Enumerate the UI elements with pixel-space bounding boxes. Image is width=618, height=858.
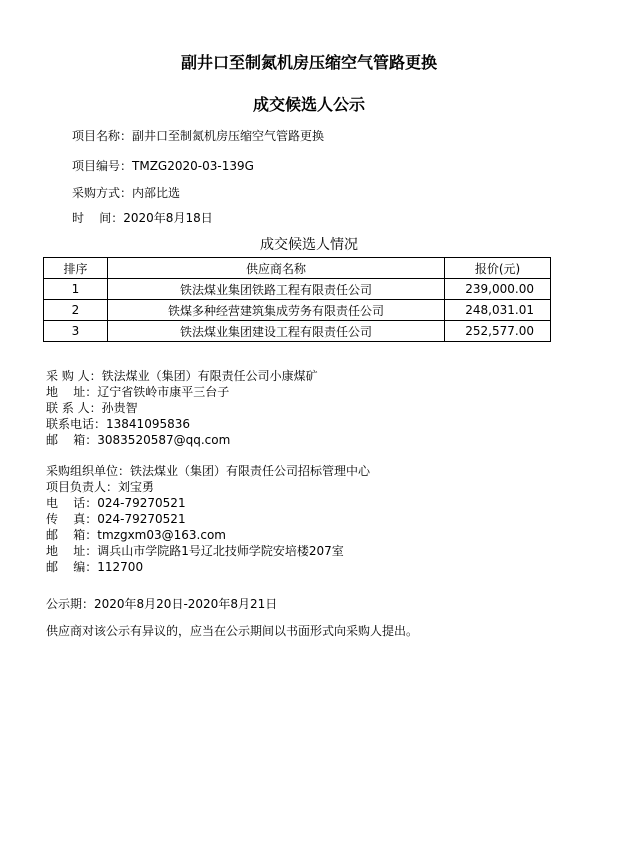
agency-fax-label: 传 真： bbox=[46, 512, 98, 526]
header-rank: 排序 bbox=[44, 258, 108, 279]
purchase-method-label: 采购方式： bbox=[72, 186, 133, 200]
agency-address-row bbox=[46, 543, 370, 559]
document-title: 副井口至制氮机房压缩空气管路更换 bbox=[180, 53, 437, 72]
project-code-value: TMZG2020-03-139G bbox=[132, 159, 254, 173]
publish-time bbox=[72, 209, 213, 226]
objection-note: 供应商对该公示有异议的，应当在公示期间以书面形式向采购人提出。 bbox=[46, 624, 419, 638]
purchaser-contact-row bbox=[46, 400, 318, 416]
agency-info bbox=[46, 463, 370, 575]
publish-time-value: 2020年8月18日 bbox=[123, 211, 213, 225]
agency-postcode-row bbox=[46, 559, 370, 575]
agency-postcode-value: 112700 bbox=[97, 560, 144, 574]
row-rank: 1 bbox=[44, 279, 108, 300]
agency-label: 采购组织单位： bbox=[46, 464, 131, 478]
purchaser-phone-row bbox=[46, 416, 318, 432]
purchaser-phone-label: 联系电话： bbox=[46, 417, 107, 431]
project-name-value: 副井口至制氮机房压缩空气管路更换 bbox=[132, 129, 325, 143]
header-price: 报价(元) bbox=[445, 258, 551, 279]
agency-fax-value: 024-79270521 bbox=[97, 512, 186, 526]
table-header-row bbox=[44, 258, 551, 279]
row-price: 248,031.01 bbox=[445, 300, 551, 321]
purchaser-address-value: 辽宁省铁岭市康平三台子 bbox=[97, 385, 230, 399]
header-supplier: 供应商名称 bbox=[108, 258, 445, 279]
agency-phone-row bbox=[46, 495, 370, 511]
purchaser-phone-value: 13841095836 bbox=[106, 417, 190, 431]
row-price: 239,000.00 bbox=[445, 279, 551, 300]
agency-manager-value: 刘宝勇 bbox=[118, 480, 155, 494]
purchaser-email-row bbox=[46, 432, 318, 448]
table-title: 成交候选人情况 bbox=[260, 237, 358, 253]
table-row bbox=[44, 321, 551, 342]
agency-value: 铁法煤业（集团）有限责任公司招标管理中心 bbox=[130, 464, 371, 478]
agency-email-label: 邮 箱： bbox=[46, 528, 98, 542]
purchaser-contact-label: 联 系 人： bbox=[46, 401, 102, 415]
purchaser-contact-value: 孙贵智 bbox=[101, 401, 138, 415]
purchaser-label: 采 购 人： bbox=[46, 369, 102, 383]
agency-email-value: tmzgxm03@163.com bbox=[97, 528, 226, 542]
agency-manager-label: 项目负责人： bbox=[46, 480, 119, 494]
purchaser-value: 铁法煤业（集团）有限责任公司小康煤矿 bbox=[101, 369, 318, 383]
project-name bbox=[72, 127, 324, 144]
purchaser-row bbox=[46, 368, 318, 384]
agency-fax-row bbox=[46, 511, 370, 527]
candidate-table bbox=[43, 257, 551, 342]
agency-manager-row bbox=[46, 479, 370, 495]
agency-address-value: 调兵山市学院路1号辽北技师学院安培楼207室 bbox=[97, 544, 344, 558]
purchase-method bbox=[72, 184, 180, 201]
publish-time-label: 时 间： bbox=[72, 211, 124, 225]
agency-postcode-label: 邮 编： bbox=[46, 560, 98, 574]
row-price: 252,577.00 bbox=[445, 321, 551, 342]
project-code bbox=[72, 157, 254, 174]
purchase-method-value: 内部比选 bbox=[132, 186, 181, 200]
row-rank: 2 bbox=[44, 300, 108, 321]
row-rank: 3 bbox=[44, 321, 108, 342]
agency-phone-label: 电 话： bbox=[46, 496, 98, 510]
project-code-label: 项目编号： bbox=[72, 159, 133, 173]
document-subtitle: 成交候选人公示 bbox=[252, 95, 365, 114]
row-supplier: 铁煤多种经营建筑集成劳务有限责任公司 bbox=[108, 300, 445, 321]
project-name-label: 项目名称： bbox=[72, 129, 133, 143]
agency-email-row bbox=[46, 527, 370, 543]
purchaser-address-label: 地 址： bbox=[46, 385, 98, 399]
purchaser-address-row bbox=[46, 384, 318, 400]
purchaser-email-value: 3083520587@qq.com bbox=[97, 433, 231, 447]
purchaser-email-label: 邮 箱： bbox=[46, 433, 98, 447]
purchaser-info bbox=[46, 368, 318, 448]
agency-row bbox=[46, 463, 370, 479]
row-supplier: 铁法煤业集团铁路工程有限责任公司 bbox=[108, 279, 445, 300]
table-row bbox=[44, 300, 551, 321]
agency-phone-value: 024-79270521 bbox=[97, 496, 186, 510]
table-row bbox=[44, 279, 551, 300]
agency-address-label: 地 址： bbox=[46, 544, 98, 558]
notice-period: 公示期：2020年8月20日-2020年8月21日 bbox=[46, 597, 278, 611]
row-supplier: 铁法煤业集团建设工程有限责任公司 bbox=[108, 321, 445, 342]
